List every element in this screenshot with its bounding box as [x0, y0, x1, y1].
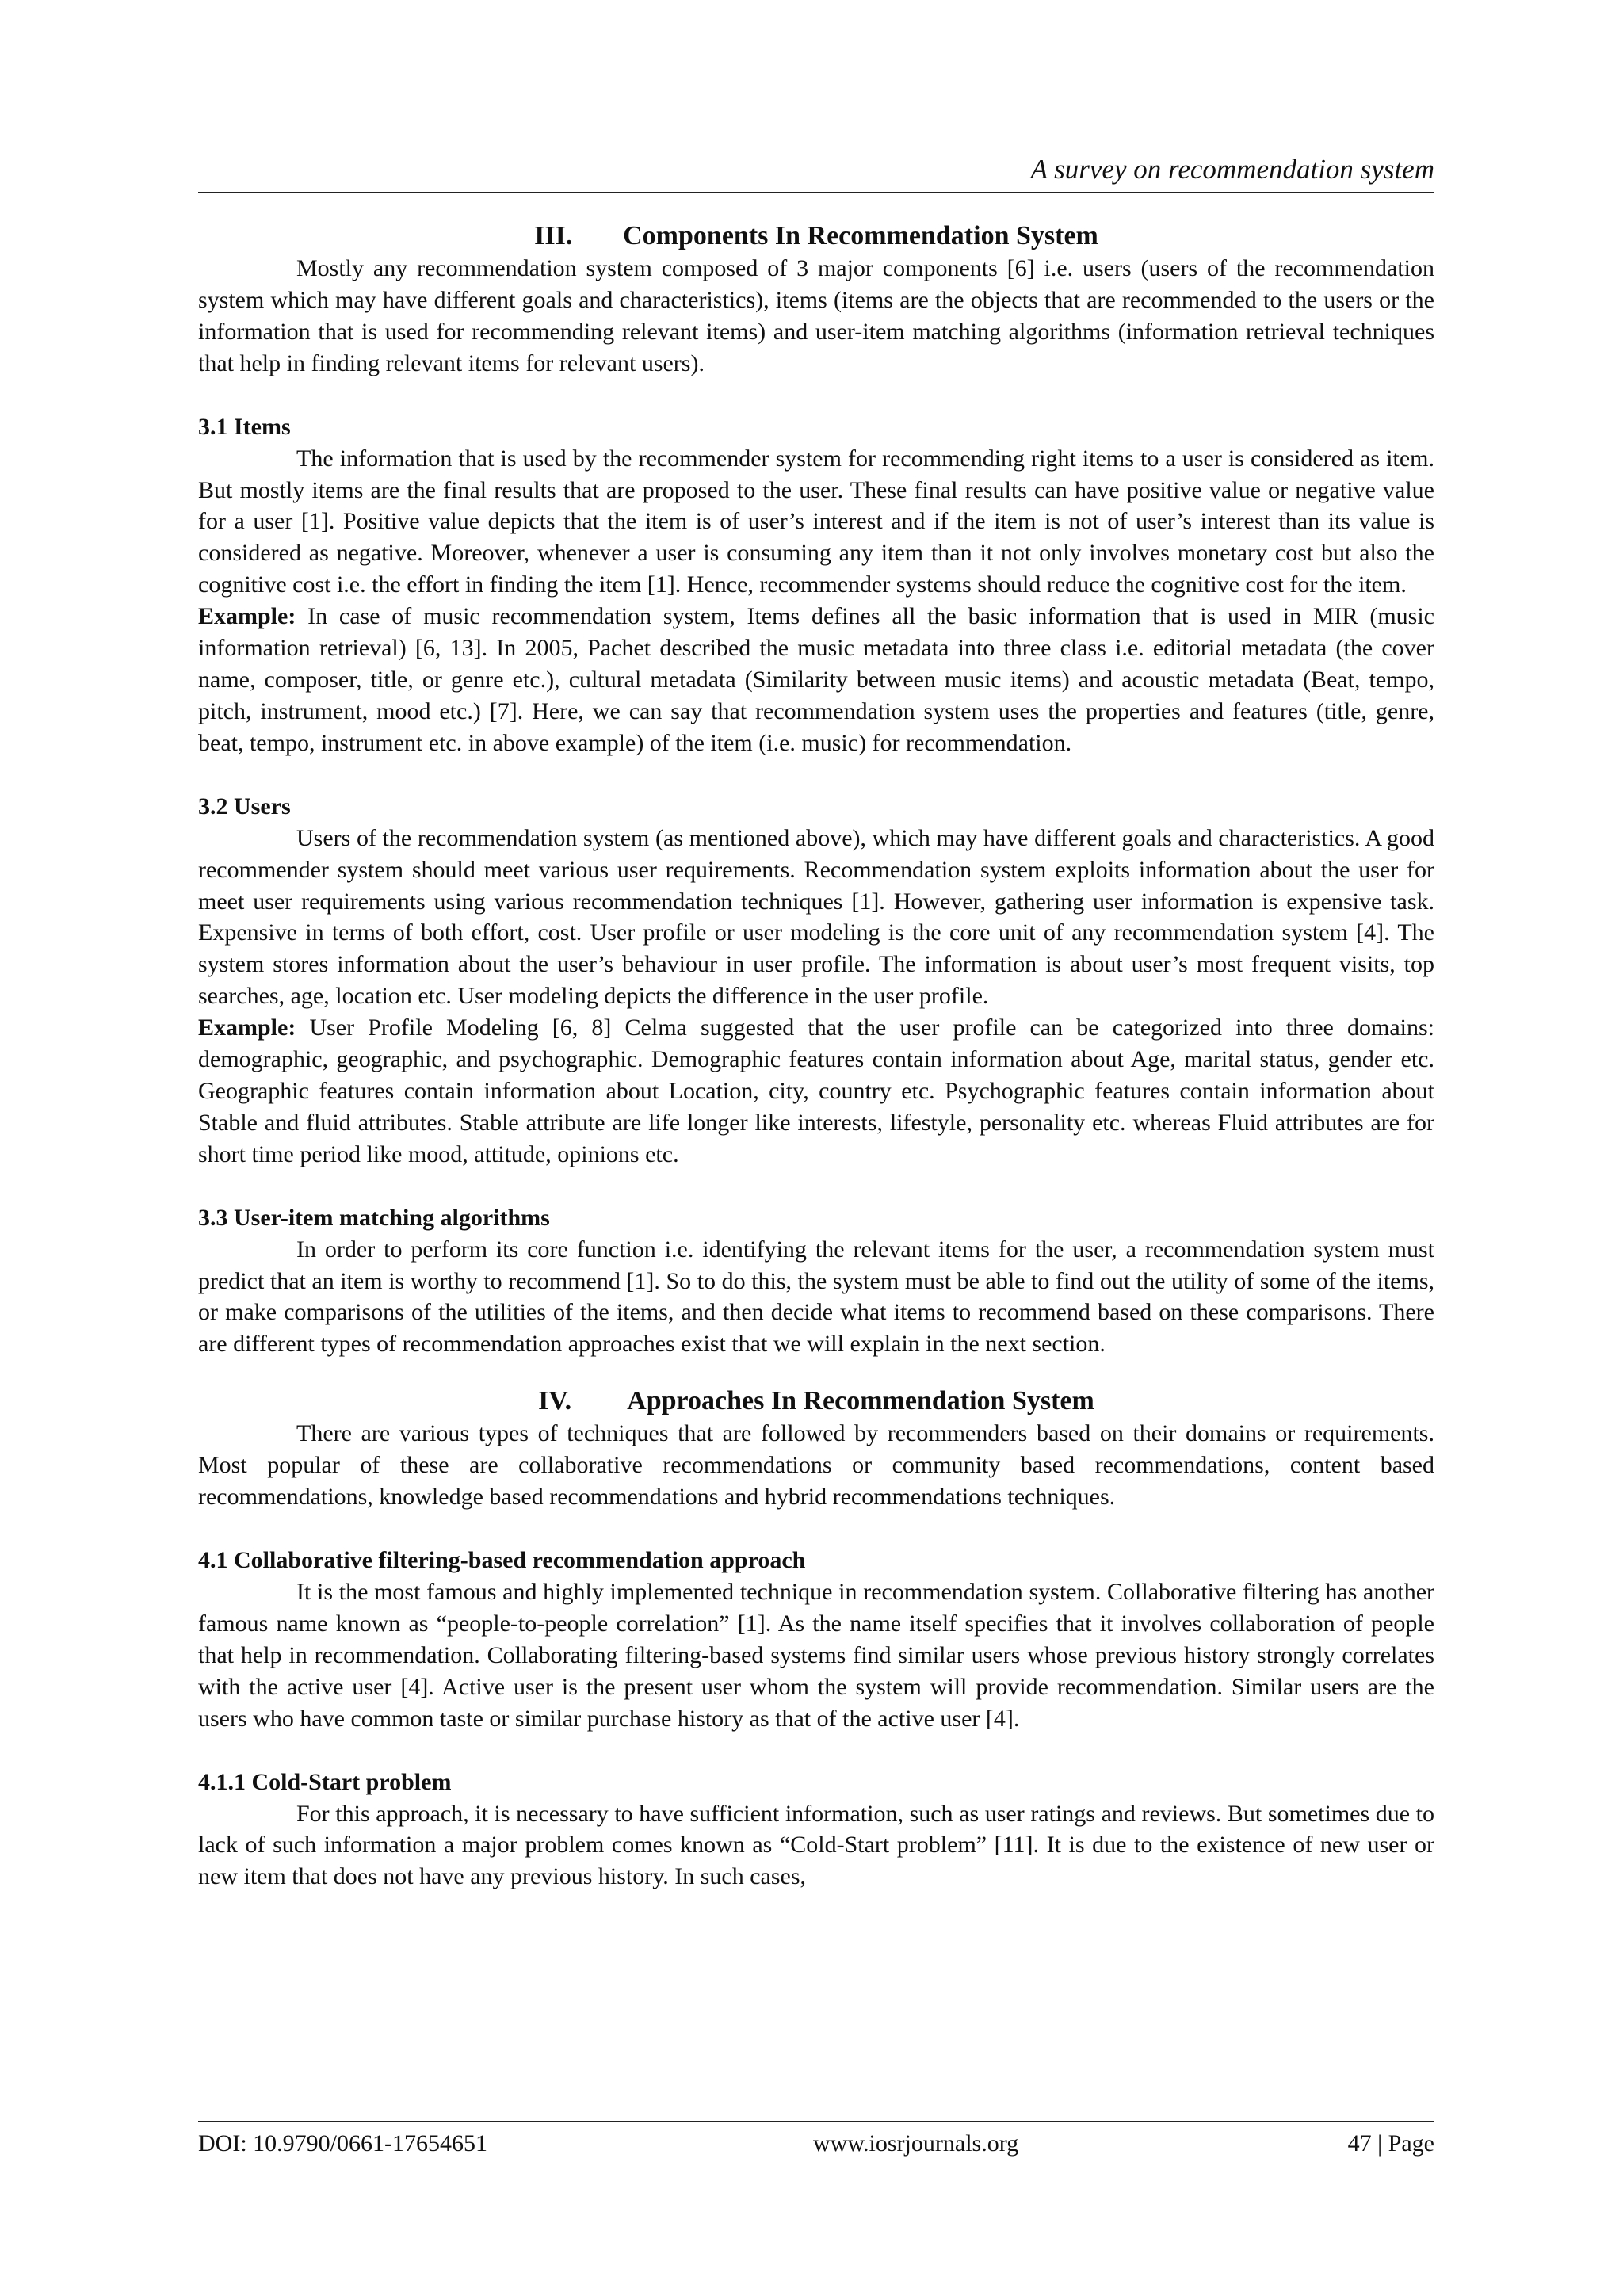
footer-website: www.iosrjournals.org — [813, 2130, 1019, 2157]
section-3-title: Components In Recommendation System — [623, 221, 1098, 250]
section-3-intro: Mostly any recommendation system composed of 3 major components [6] i.e. users (users of the recommendation system which may have different goals and characteristics), items (items are the objects that are recommended to the users or the information that is used for recommending relevant items) and user-item matching algorithms (information retrieval techniques that help in finding relevant items for relevant users). — [198, 255, 1434, 376]
subsection-3-2-heading: 3.2 Users — [198, 793, 291, 819]
subsection-3-2-example — [198, 1012, 1434, 1171]
subsection-4-1-1-heading: 4.1.1 Cold-Start problem — [198, 1768, 452, 1795]
page-footer — [198, 2128, 1434, 2160]
section-3-number: III. — [534, 221, 573, 250]
footer-rule — [198, 2121, 1434, 2122]
section-4-intro: There are various types of techniques that are followed by recommenders based on their domains or requirements. Most popular of these are collaborative recommendations or community based recommendations, content based recommendations, knowledge based recommendations and hybrid recommendations techniques. — [198, 1420, 1434, 1511]
subsection-3-3-paragraph: In order to perform its core function i.e. identifying the relevant items for the user, a recommendation system must predict that an item is worthy to recommend [1]. So to do this, the system must be able to find out the utility of some of the items, or make comparisons of the utilities of the items, and then decide what items to recommend based on these comparisons. There are different types of recommendation approaches exist that we will explain in the next section. — [198, 1236, 1434, 1358]
footer-doi: DOI: 10.9790/0661-17654651 — [198, 2130, 487, 2157]
section-4-number: IV. — [538, 1386, 572, 1416]
section-3-heading — [198, 220, 1434, 253]
example-label: Example: — [198, 603, 296, 630]
subsection-4-1-heading: 4.1 Collaborative filtering-based recommendation approach — [198, 1547, 806, 1573]
example-text: User Profile Modeling [6, 8] Celma suggested that the user profile can be categorized into three domains: demographic, geographic, and psychographic. Demographic features contain information about Age, marital status, gender etc. Geographic features contain information about Location, city, country etc. Psychographic features contain information about Stable and fluid attributes. Stable attribute are life longer like interests, lifestyle, personality etc. whereas Fluid attributes are for short time period like mood, attitude, opinions etc. — [198, 1014, 1434, 1167]
header-rule — [198, 192, 1434, 193]
section-4-title: Approaches In Recommendation System — [627, 1386, 1094, 1416]
subsection-3-1-example — [198, 601, 1434, 759]
subsection-3-1-heading: 3.1 Items — [198, 413, 291, 440]
subsection-3-3-heading: 3.3 User-item matching algorithms — [198, 1204, 550, 1231]
example-text: In case of music recommendation system, Items defines all the basic information that is used in MIR (music information retrieval) [6, 13]. In 2005, Pachet described the music metadata into three class i.e. editorial metadata (the cover name, composer, title, or genre etc.), cultural metadata (Similarity between music items) and acoustic metadata (Beat, tempo, pitch, instrument, mood etc.) [7]. Here, we can say that recommendation system uses the properties and features (title, genre, beat, tempo, instrument etc. in above example) of the item (i.e. music) for recommendation. — [198, 603, 1434, 756]
journal-page — [198, 0, 1434, 2296]
article-body — [198, 220, 1434, 1893]
subsection-4-1-1-paragraph: For this approach, it is necessary to have sufficient information, such as user ratings and reviews. But sometimes due to lack of such information a major problem comes known as “Cold-Start problem” [11]. It is due to the existence of new user or new item that does not have any previous history. In such cases, — [198, 1800, 1434, 1890]
subsection-3-1-paragraph: The information that is used by the recommender system for recommending right items to a user is considered as item. But mostly items are the final results that are proposed to the user. These final results can have positive value or negative value for a user [1]. Positive value depicts that the item is of user’s interest and if the item is not of user’s interest than its value is considered as negative. Moreover, whenever a user is consuming any item than it not only involves monetary cost but also the cognitive cost i.e. the effort in finding the item [1]. Hence, recommender systems should reduce the cognitive cost for the item. — [198, 445, 1434, 598]
subsection-3-2-paragraph: Users of the recommendation system (as mentioned above), which may have different goals and characteristics. A good recommender system should meet various user requirements. Recommendation system exploits information about the user for meet user requirements using various recommendation techniques [1]. However, gathering user information is expensive task. Expensive in terms of both effort, cost. User profile or user modeling is the core unit of any recommendation system [4]. The system stores information about the user’s behaviour in user profile. The information is about user’s most frequent visits, top searches, age, location etc. User modeling depicts the difference in the user profile. — [198, 824, 1434, 1010]
subsection-4-1-paragraph: It is the most famous and highly implemented technique in recommendation system. Collaborative filtering has another famous name known as “people-to-people correlation” [1]. As the name itself specifies that it involves collaboration of people that help in recommendation. Collaborating filtering-based systems find similar users whose previous history strongly correlates with the active user [4]. Active user is the present user whom the system will provide recommendation. Similar users are the users who have common taste or similar purchase history as that of the active user [4]. — [198, 1579, 1434, 1732]
footer-page-number: 47 | Page — [1347, 2130, 1434, 2157]
section-4-heading — [198, 1385, 1434, 1418]
example-label: Example: — [198, 1014, 296, 1041]
running-header: A survey on recommendation system — [1030, 154, 1434, 185]
